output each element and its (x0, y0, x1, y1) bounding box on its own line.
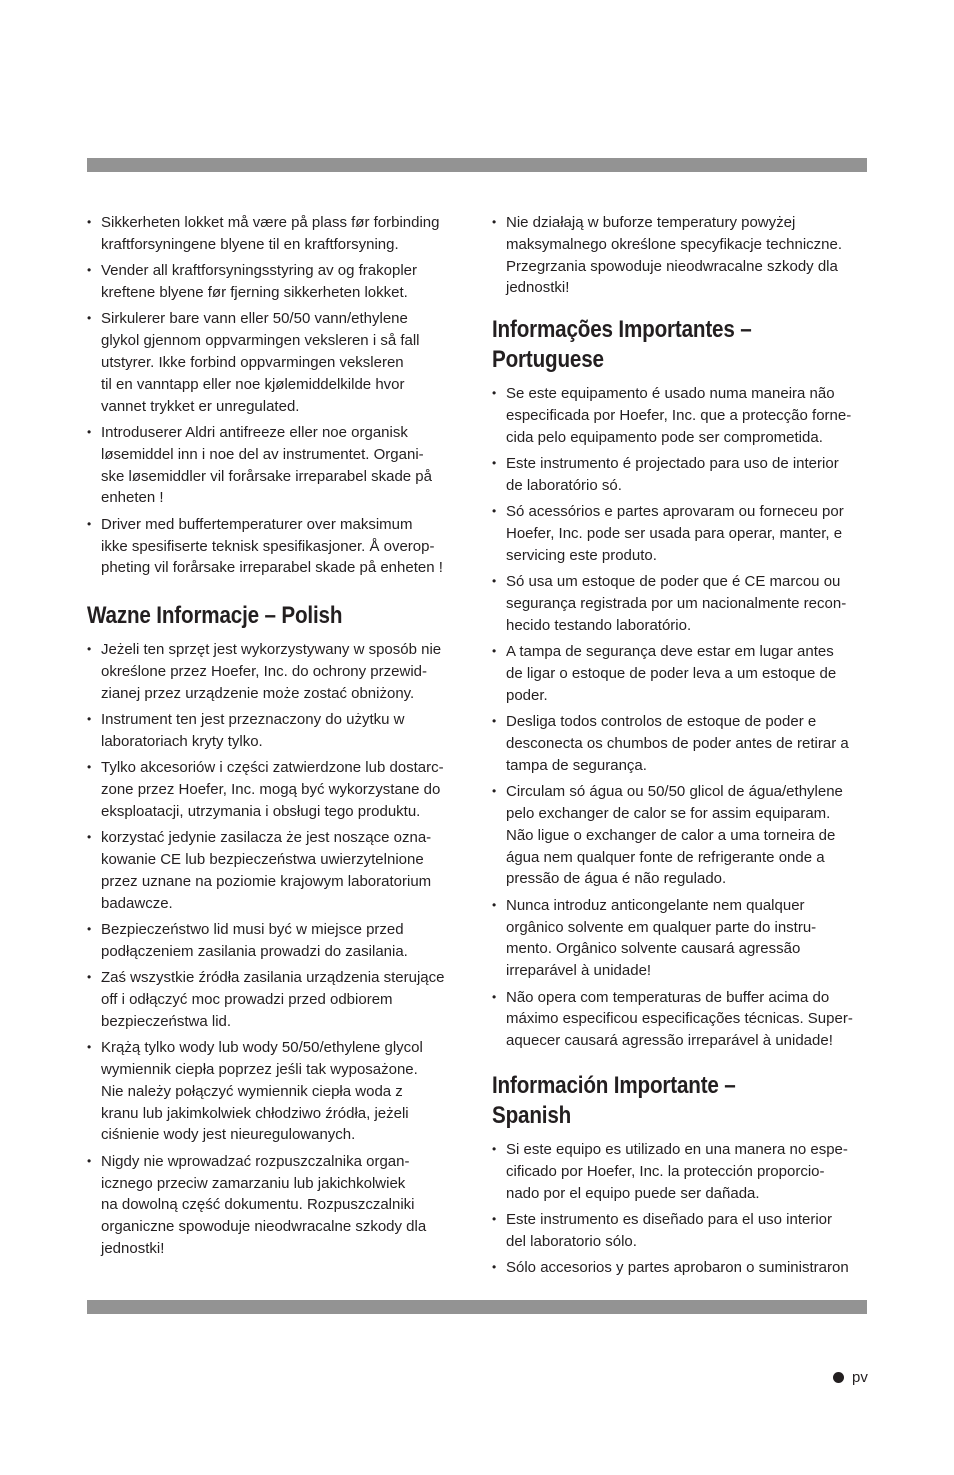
right-column (492, 212, 870, 1284)
list-item: • Só usa um estoque de poder que é CE marcou ou segurança registrada por um nacionalmente recon- hecido testando laboratório. (492, 571, 870, 636)
polish-heading: Wazne Informacje – Polish (87, 602, 343, 630)
list-item: • Sólo accesorios y partes aprobaron o suministraron (492, 1257, 870, 1279)
list-item: • Nigdy nie wprowadzać rozpuszczalnika organ- icznego przeciw zamarzaniu lub jakichkolwiek na dowolną część dokumentu. Rozpuszczalniki organiczne spowoduje nieodwracalne szkody dla jednostki! (87, 1151, 467, 1260)
list-item: • Se este equipamento é usado numa maneira não especificada por Hoefer, Inc. que a protecção forne- cida pelo equipamento pode ser comprometida. (492, 383, 870, 448)
list-item: • Nie działają w buforze temperatury powyżej maksymalnego określone specyfikacje techniczne. Przegrzania spowoduje nieodwracalne szkody dla jednostki! (492, 212, 870, 299)
list-item: • korzystać jedynie zasilacza że jest noszące ozna- kowanie CE lub bezpieczeństwa uwierzytelnione przez uznane na poziomie krajowym laboratorium badawcze. (87, 827, 467, 914)
list-item: • Este instrumento é projectado para uso de interior de laboratório só. (492, 453, 870, 497)
list-item: • Driver med buffertemperaturer over maksimum ikke spesifiserte teknisk spesifikasjoner. Å overop- pheting vil forårsake irreparabel skade på enheten ! (87, 514, 467, 579)
list-item: • Krążą tylko wody lub wody 50/50/ethylene glycol wymiennik ciepła poprzez jeśli tak wyposażone. Nie należy połączyć wymiennik ciepła woda z kranu lub jakimkolwiek chłodziwo źródła, jeżeli ciśnienie wody jest nieuregulowanych. (87, 1037, 467, 1146)
page-number: pv (852, 1369, 868, 1386)
norwegian-list (87, 212, 467, 579)
list-item: • Sirkulerer bare vann eller 50/50 vann/ethylene glykol gjennom oppvarmingen veksleren i så fall utstyrer. Ikke forbind oppvarmingen veksleren til en vanntapp eller noe kjølemiddelkilde hvor vannet trykket er unregulated. (87, 308, 467, 417)
list-item: • Sikkerheten lokket må være på plass før forbinding kraftforsyningene blyene til en kraftforsyning. (87, 212, 467, 256)
list-item: • Desliga todos controlos de estoque de poder e desconecta os chumbos de poder antes de retirar a tampa de segurança. (492, 711, 870, 776)
list-item: • A tampa de segurança deve estar em lugar antes de ligar o estoque de poder leva a um estoque de poder. (492, 641, 870, 706)
list-item: • Não opera com temperaturas de buffer acima do máximo especificou especificações técnicas. Super- aquecer causará agressão irreparável à unidade! (492, 987, 870, 1052)
list-item: • Instrument ten jest przeznaczony do użytku w laboratoriach kryty tylko. (87, 709, 467, 753)
page-footer (833, 1369, 868, 1386)
portuguese-list (492, 383, 870, 1052)
list-item: • Nunca introduz anticongelante nem qualquer orgânico solvente em qualquer parte do instru- mento. Orgânico solvente causará agressão irreparável à unidade! (492, 895, 870, 982)
list-item: • Zaś wszystkie źródła zasilania urządzenia sterujące off i odłączyć moc prowadzi przed odbiorem bezpieczeństwa lid. (87, 967, 467, 1032)
list-item: • Só acessórios e partes aprovaram ou forneceu por Hoefer, Inc. pode ser usada para operar, manter, e servicing este produto. (492, 501, 870, 566)
list-item: • Si este equipo es utilizado en una manera no espe- cificado por Hoefer, Inc. la protección proporcio- nado por el equipo puede ser dañada. (492, 1139, 870, 1204)
list-item: • Jeżeli ten sprzęt jest wykorzystywany w sposób nie określone przez Hoefer, Inc. do ochrony przewid- zianej przez urządzenie może zostać obniżony. (87, 639, 467, 704)
spanish-list (492, 1139, 870, 1279)
polish-list-continued (492, 212, 870, 299)
list-item: • Introduserer Aldri antifreeze eller noe organisk løsemiddel inn i noe del av instrumentet. Organi- ske løsemiddler vil forårsake irreparabel skade på enheten ! (87, 422, 467, 509)
left-column (87, 212, 467, 1264)
list-item: • Bezpieczeństwo lid musi być w miejsce przed podłączeniem zasilania prowadzi do zasilania. (87, 919, 467, 963)
list-item: • Circulam só água ou 50/50 glicol de água/ethylene pelo exchanger de calor se for assim equiparam. Não ligue o exchanger de calor a uma torneira de água nem qualquer fonte de refrigerante onde a pressão de água é não regulado. (492, 781, 870, 890)
spanish-heading: Información Importante – Spanish (492, 1072, 736, 1130)
bottom-rule (87, 1300, 867, 1314)
list-item: • Vender all kraftforsyningsstyring av og frakopler kreftene blyene før fjerning sikkerheten lokket. (87, 260, 467, 304)
list-item: • Este instrumento es diseñado para el uso interior del laboratorio sólo. (492, 1209, 870, 1253)
portuguese-heading: Informações Importantes – Portuguese (492, 316, 752, 374)
bullet-dot-icon (833, 1372, 844, 1383)
top-rule (87, 158, 867, 172)
list-item: • Tylko akcesoriów i części zatwierdzone lub dostarc- zone przez Hoefer, Inc. mogą być wykorzystane do eksploatacji, utrzymania i obsługi tego produktu. (87, 757, 467, 822)
polish-list (87, 639, 467, 1260)
